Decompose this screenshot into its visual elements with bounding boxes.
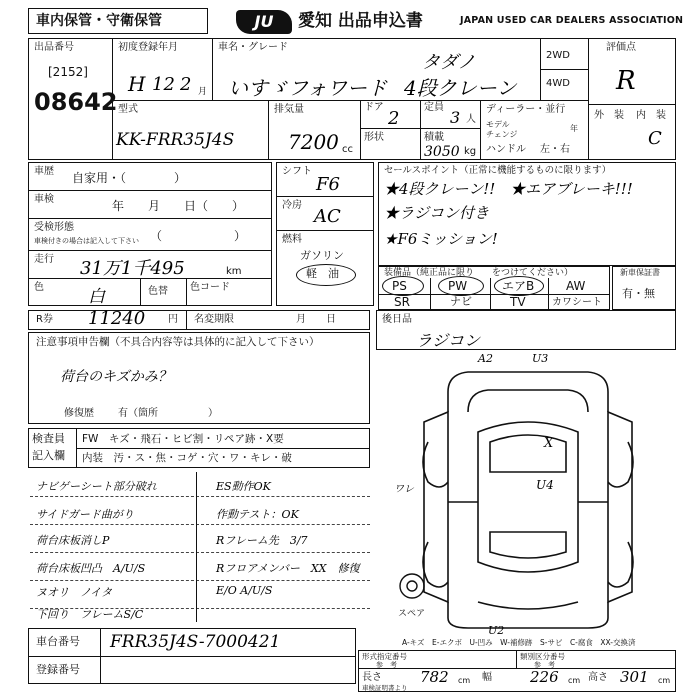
recycle-unit: 円 (168, 314, 178, 325)
recycle-value: 11240 (88, 308, 146, 329)
displacement-label: 排気量 (274, 104, 304, 115)
new-car-warranty-value: 有・無 (622, 287, 655, 300)
equipment-label: 装備品（純正品に限り をつけてください） (384, 268, 574, 278)
shift-value: F6 (316, 174, 340, 195)
selling-points-label: セールスポイント（正常に機能するものに限ります） (384, 165, 612, 176)
color-change-label: 色替 (148, 286, 168, 297)
inspector-label1: 検査員 (32, 432, 65, 445)
model-name-value: いすゞフォワード (228, 76, 387, 100)
repair-history-label: 修復歴 (64, 408, 94, 419)
equipment-ps-mark (382, 276, 424, 296)
ju-logo-text: JU (254, 12, 274, 31)
equipment-leather: カワシート (552, 297, 602, 308)
equipment-pw-mark (438, 276, 484, 296)
exterior-label: 外 装 (594, 110, 624, 121)
inspector-note-left-4: 荷台床板凹凸 A/U/S (36, 562, 146, 575)
mileage-value: 31万1千495 (80, 258, 185, 279)
length-unit: cm (458, 676, 471, 685)
length-value: 782 (420, 668, 449, 686)
height-value: 301 (620, 668, 649, 686)
recycle-label: R券 (36, 314, 53, 325)
handle-value: 左・右 (540, 144, 570, 155)
interior-value: C (648, 128, 662, 149)
receipt-label: 受検形態 (34, 222, 74, 233)
inspector-note-right-2: 作動テスト：OK (216, 508, 299, 521)
inspector-note-left-1: ナビゲーシート部分破れ (36, 480, 157, 493)
diagram-spare-label: スペア (398, 609, 426, 619)
drive-4wd: 4WD (546, 78, 570, 89)
diagram-mark-crack: ワレ (394, 484, 414, 495)
damage-legend: A-キズ E-エクボ U-凹み W-補修跡 S-サビ C-腐食 XX-交換済 (402, 638, 636, 647)
rating-label: 評価点 (606, 42, 636, 53)
new-car-warranty-label: 新車保証書 (620, 268, 660, 277)
registration-label: 初度登録年月 (118, 42, 178, 53)
diagram-mark-a2: A2 (478, 352, 493, 365)
registration-month-unit: 月 (198, 87, 208, 97)
model-code-value: KK-FRR35J4S (116, 130, 235, 150)
receipt-value: （ ） (150, 229, 247, 243)
notes-label: 注意事項申告欄（不具合内容等は具体的に記入して下さい） (36, 336, 320, 348)
height-label: 高さ (588, 672, 608, 683)
mileage-unit: km (226, 266, 242, 277)
drive-2wd: 2WD (546, 50, 570, 61)
inspector-note-left-3: 荷台床板消しP (36, 534, 110, 547)
registration-year: 12 (152, 74, 175, 95)
inspection-label: 車検 (34, 194, 54, 205)
aftermarket-value: ラジコン (416, 331, 481, 350)
displacement-unit: cc (342, 144, 353, 155)
height-unit: cm (658, 676, 671, 685)
name-change-value: 月 日 (296, 314, 336, 325)
class-number-ref: 参 考 (534, 661, 555, 669)
inspector-note-right-3: Rフレーム先 3/7 (216, 534, 308, 547)
aftermarket-label: 後日品 (382, 314, 412, 325)
dealer-model-label: モデル (486, 120, 510, 129)
inspector-note-right-4: Rフロアメンバー XX 修復 (216, 562, 360, 575)
dealer-label: ディーラー・並行 (486, 104, 566, 115)
model-name-label: 車名・グレード (218, 42, 288, 53)
diagram-mark-u2: U2 (488, 624, 505, 637)
class-number-label: 類別区分番号 (520, 652, 565, 661)
registration-era: H (128, 72, 146, 96)
length-label: 長さ (362, 672, 382, 683)
doors-label: ドア (364, 102, 384, 113)
grade-line1: タダノ (422, 52, 476, 73)
payload-value: 3050 (424, 144, 460, 160)
width-value: 226 (530, 668, 559, 686)
diagram-mark-u3: U3 (532, 352, 549, 365)
inspector-interior-row: 内装 汚・ス・焦・コゲ・穴・ワ・キレ・破 (82, 452, 292, 464)
capacity-label: 定員 (424, 102, 444, 113)
car-damage-diagram (378, 352, 678, 634)
model-code-label: 型式 (118, 104, 138, 115)
plate-label: 登録番号 (36, 663, 80, 676)
width-label: 幅 (482, 672, 492, 683)
equipment-pw: PW (448, 279, 468, 293)
color-code-label: 色コード (190, 282, 230, 293)
inspector-label2: 記入欄 (32, 449, 65, 462)
fuel-gasoline: ガソリン (300, 249, 344, 262)
cert-ref-2: 車検証明書より (362, 684, 408, 692)
aircon-label: 冷房 (282, 200, 302, 211)
aircon-value: AC (314, 206, 341, 227)
equipment-airbag-mark (494, 276, 544, 296)
selling-point-3: ★F6ミッション! (384, 230, 498, 248)
width-unit: cm (568, 676, 581, 685)
handle-label: ハンドル (486, 144, 526, 155)
equipment-navi: ナビ (450, 295, 472, 308)
dealer-change-label: チェンジ (486, 130, 518, 139)
equipment-tv: TV (510, 295, 526, 309)
diagram-mark-u4: U4 (536, 478, 554, 492)
inspector-fw-row: FW キズ・飛石・ヒビ割・リペア跡・X要 (82, 433, 284, 445)
fuel-diesel: 軽 油 (306, 267, 339, 280)
selling-point-2: ★ラジコン付き (384, 204, 490, 222)
shift-label: シフト (282, 166, 312, 177)
dealer-model-unit: 年 (570, 124, 578, 133)
inspector-note-left-6: 下回り フレームS/C (36, 608, 144, 621)
ju-logo (236, 10, 292, 34)
inspector-note-left-2: サイドガード曲がり (36, 508, 134, 521)
displacement-value: 7200 (288, 130, 339, 154)
lot-sub-number: [2152] (48, 65, 88, 79)
interior-label: 内 装 (636, 110, 666, 121)
doors-value: 2 (388, 108, 400, 129)
inspector-note-left-5: ヌオリ ノイタ (36, 586, 113, 599)
lot-number: 08642 (34, 88, 118, 116)
capacity-unit: 人 (466, 114, 476, 125)
rating-value: R (616, 66, 636, 96)
mileage-label: 走行 (34, 254, 54, 265)
name-change-label: 名変期限 (194, 314, 234, 325)
usage-value: 自家用・（ ） (72, 171, 187, 185)
notes-value: 荷台のキズかみ？ (60, 369, 172, 385)
capacity-value: 3 (450, 108, 461, 127)
selling-point-1: ★4段クレーン!! ★エアブレーキ!!! (384, 180, 633, 198)
color-label: 色 (34, 282, 44, 293)
equipment-ps: PS (392, 279, 407, 293)
chassis-value: FRR35J4S-7000421 (110, 632, 281, 652)
association-english: JAPAN USED CAR DEALERS ASSOCIATION (460, 15, 684, 26)
equipment-aw: AW (566, 279, 586, 293)
repair-history-value: 有（箇所 ） (118, 408, 218, 419)
cert-number-label: 形式指定番号 (362, 652, 407, 661)
form-title: 愛知 出品申込書 (298, 11, 423, 31)
lot-label: 出品番号 (34, 42, 74, 53)
registration-month: 2 (180, 74, 192, 95)
equipment-airbag: エアB (502, 279, 535, 293)
chassis-label: 車台番号 (36, 635, 80, 648)
cert-number-ref: 参 考 (376, 661, 397, 669)
usage-label: 車歴 (34, 166, 54, 177)
inspector-note-right-5: E/O A/U/S (216, 584, 273, 597)
equipment-sr: SR (394, 295, 410, 309)
inspection-value: 年 月 日（ ） (112, 199, 245, 213)
payload-unit: kg (464, 146, 477, 157)
storage-stamp-text: 車内保管・守衛保管 (36, 13, 162, 29)
grade-line2: 4段クレーン (404, 76, 517, 100)
fuel-label: 燃料 (282, 234, 302, 245)
payload-label: 積載 (424, 132, 444, 143)
color-value: 白 (88, 287, 105, 307)
inspector-note-right-1: ES動作OK (216, 480, 271, 493)
receipt-note: 車検付きの場合は記入して下さい (34, 237, 139, 245)
diagram-mark-x: X (544, 436, 554, 451)
shape-label: 形状 (364, 132, 384, 143)
